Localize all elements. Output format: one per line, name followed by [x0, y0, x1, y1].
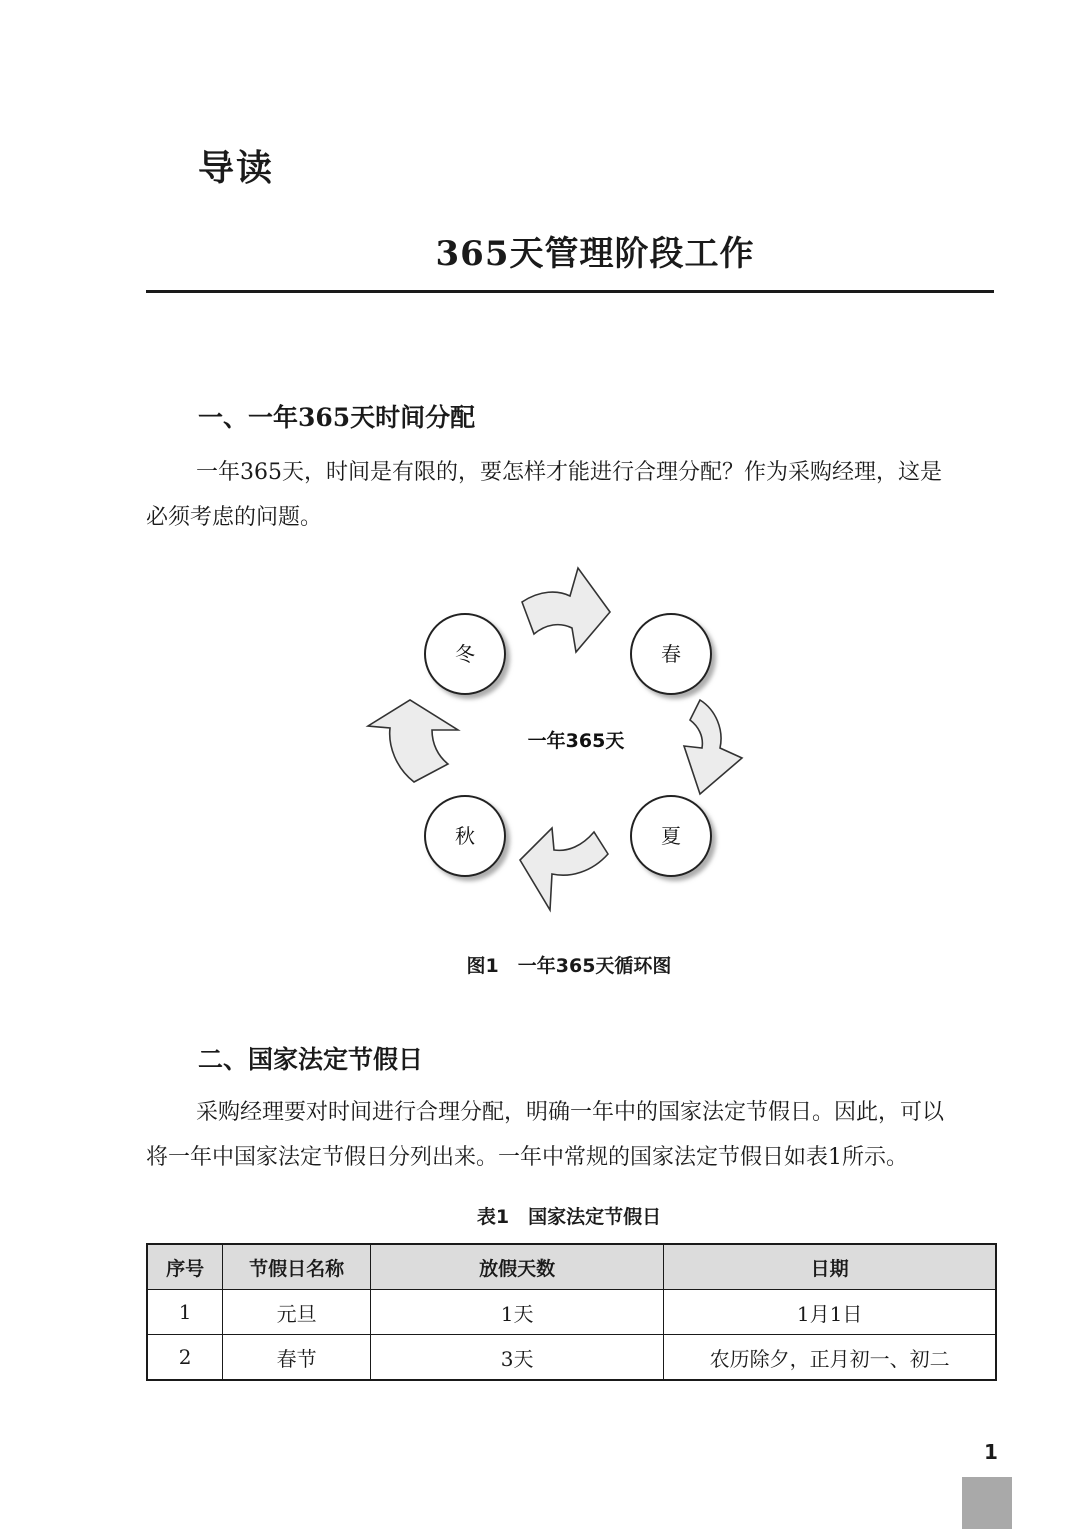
arrow-winter-to-spring — [522, 568, 610, 652]
arrow-spring-to-summer — [684, 700, 742, 794]
summer-label: 夏 — [661, 824, 681, 848]
year-cycle-diagram — [340, 560, 780, 920]
section2-line1: 采购经理要对时间进行合理分配，明确一年中的国家法定节假日。因此，可以 — [196, 1100, 945, 1125]
page-number: 1 — [984, 1440, 998, 1464]
autumn-label: 秋 — [455, 824, 475, 848]
cell-date: 农历除夕，正月初一、初二 — [664, 1335, 996, 1381]
table-caption: 表1 国家法定节假日 — [476, 1206, 662, 1228]
cell-holiday-name: 春节 — [223, 1335, 371, 1381]
arrow-autumn-to-winter — [368, 700, 458, 782]
intro-label: 导读 — [198, 147, 275, 189]
section2-heading: 二、国家法定节假日 — [198, 1045, 424, 1074]
cell-date: 1月1日 — [664, 1290, 996, 1335]
page-edge-tab — [962, 1477, 1012, 1529]
section2-paragraph — [146, 1090, 1006, 1180]
section1-line2: 必须考虑的问题。 — [146, 505, 323, 530]
section1-heading: 一、一年365天时间分配 — [198, 403, 476, 432]
arrow-summer-to-autumn — [520, 828, 608, 910]
section1-paragraph — [146, 450, 1006, 540]
header-index: 序号 — [147, 1244, 223, 1290]
figure-caption: 图1 一年365天循环图 — [466, 955, 672, 977]
holiday-table — [146, 1243, 997, 1381]
chapter-title: 365天管理阶段工作 — [435, 234, 755, 274]
cell-holiday-name: 元旦 — [223, 1290, 371, 1335]
header-date: 日期 — [664, 1244, 996, 1290]
table-row — [147, 1335, 996, 1381]
cell-index: 2 — [147, 1335, 223, 1381]
table-header-row — [147, 1244, 996, 1290]
cycle-center-label: 一年365天 — [527, 730, 625, 752]
spring-label: 春 — [661, 642, 681, 666]
title-rule — [146, 290, 994, 293]
cell-days-off: 3天 — [371, 1335, 664, 1381]
header-days-off: 放假天数 — [371, 1244, 664, 1290]
header-holiday-name: 节假日名称 — [223, 1244, 371, 1290]
section1-line1: 一年365天，时间是有限的，要怎样才能进行合理分配？作为采购经理，这是 — [196, 460, 942, 485]
cell-index: 1 — [147, 1290, 223, 1335]
cell-days-off: 1天 — [371, 1290, 664, 1335]
section2-line2: 将一年中国家法定节假日分列出来。一年中常规的国家法定节假日如表1所示。 — [146, 1145, 908, 1170]
winter-label: 冬 — [455, 642, 475, 666]
table-row — [147, 1290, 996, 1335]
